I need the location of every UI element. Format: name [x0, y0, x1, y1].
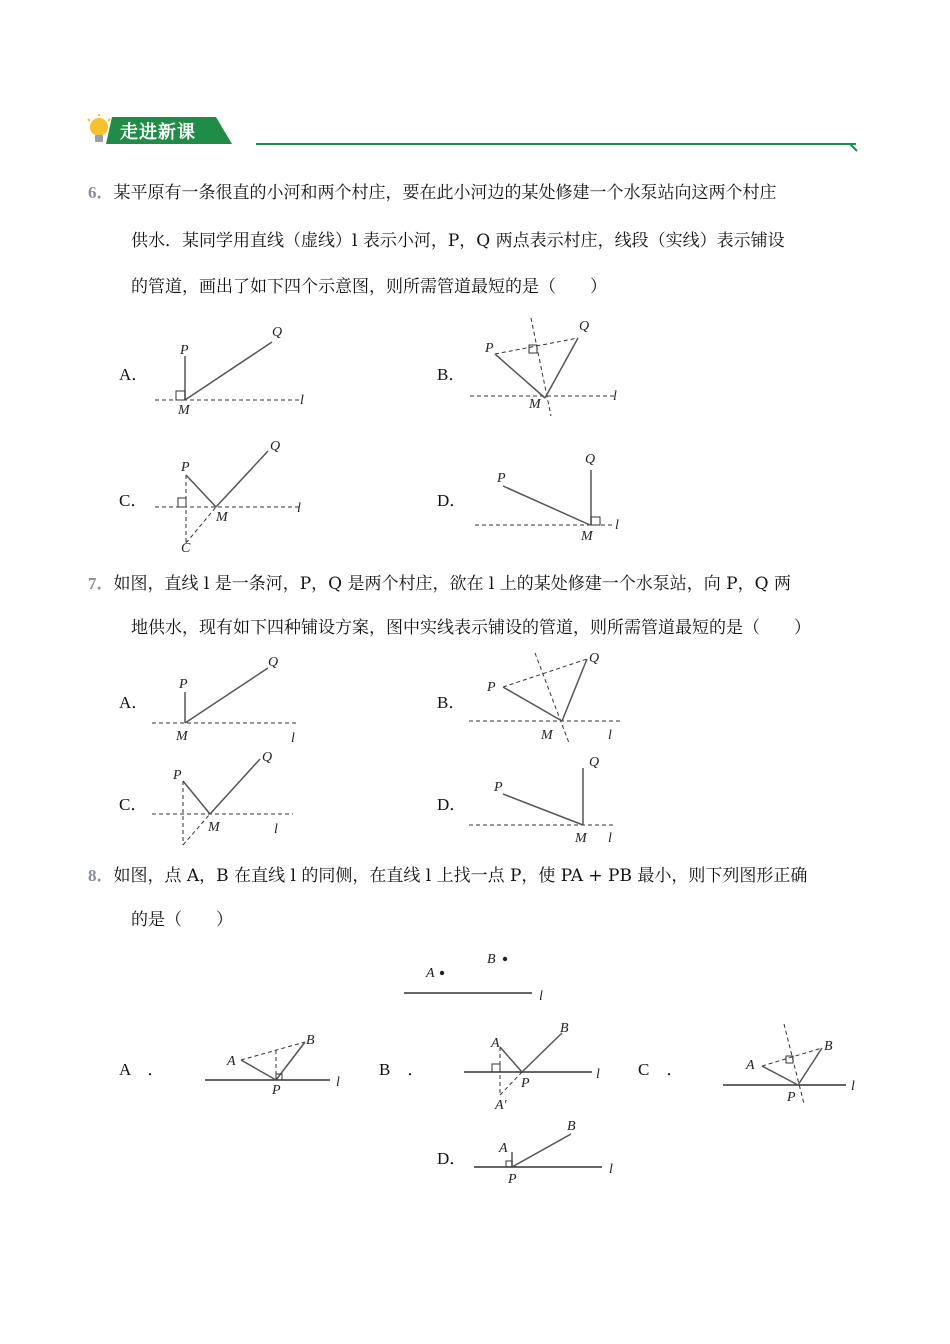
q7-figure-a — [148, 650, 318, 745]
q6-figure-a — [150, 318, 320, 418]
svg-text:Q: Q — [262, 750, 273, 765]
svg-text:A: A — [426, 966, 435, 981]
svg-text:A: A — [491, 1036, 500, 1051]
svg-text:P: P — [272, 1083, 281, 1098]
svg-text:P: P — [494, 780, 503, 795]
svg-text:l: l — [297, 501, 301, 516]
svg-text:P: P — [487, 680, 496, 695]
svg-text:l: l — [851, 1079, 855, 1094]
svg-text:Q: Q — [589, 755, 600, 770]
q6-line2: 供水．某同学用直线（虚线）l 表示小河，P，Q 两点表示村庄，线段（实线）表示铺设 — [131, 231, 785, 251]
svg-text:B: B — [487, 952, 496, 967]
svg-text:M: M — [208, 820, 220, 835]
svg-text:M: M — [529, 397, 541, 412]
svg-text:l: l — [336, 1075, 340, 1090]
svg-text:B: B — [567, 1119, 576, 1134]
svg-text:A′: A′ — [495, 1098, 507, 1113]
q7-option-d[interactable]: D． — [437, 795, 467, 814]
q8-figure-d — [470, 1112, 630, 1192]
svg-text:l: l — [608, 728, 612, 743]
q7-figure-c — [148, 745, 318, 850]
svg-text:P: P — [497, 471, 506, 486]
q7-line1: 7．如图，直线 l 是一条河，P，Q 是两个村庄，欲在 l 上的某处修建一个水泵站，向 P，Q 两 — [88, 574, 791, 594]
q8-option-a[interactable]: A ． — [119, 1060, 165, 1079]
q8-figure-b — [460, 1015, 620, 1115]
q7-option-c[interactable]: C． — [119, 795, 148, 814]
q8-line1: 8．如图，点 A，B 在直线 l 的同侧，在直线 l 上找一点 P，使 PA + PB 最小，则下列图形正确 — [88, 866, 808, 886]
section-header — [86, 113, 866, 158]
svg-text:B: B — [306, 1033, 315, 1048]
svg-text:P: P — [179, 677, 188, 692]
svg-text:l: l — [300, 393, 304, 408]
svg-text:A: A — [746, 1058, 755, 1073]
q6-line3: 的管道，画出了如下四个示意图，则所需管道最短的是（ ） — [131, 277, 607, 297]
svg-text:P: P — [181, 460, 190, 475]
svg-text:M: M — [575, 831, 587, 846]
q6-option-d[interactable]: D． — [437, 491, 467, 510]
header-rule — [256, 143, 856, 145]
svg-text:B: B — [824, 1039, 833, 1054]
q6-line1: 6．某平原有一条很直的小河和两个村庄，要在此小河边的某处修建一个水泵站向这两个村庄 — [88, 183, 777, 203]
svg-text:l: l — [291, 731, 295, 745]
header-rule-end — [849, 143, 861, 155]
svg-text:M: M — [176, 729, 188, 744]
q7-figure-d — [465, 748, 635, 848]
q7-figure-b — [465, 645, 635, 745]
svg-text:M: M — [581, 529, 593, 544]
q6-option-a[interactable]: A． — [119, 365, 149, 384]
svg-text:A: A — [227, 1054, 236, 1069]
svg-text:P: P — [787, 1090, 796, 1105]
svg-text:B: B — [560, 1021, 569, 1036]
svg-text:M: M — [216, 510, 228, 525]
svg-text:l: l — [613, 389, 617, 404]
svg-text:P: P — [521, 1076, 530, 1091]
svg-text:P: P — [180, 343, 189, 358]
svg-text:M: M — [178, 403, 190, 418]
svg-text:A: A — [499, 1141, 508, 1156]
q6-figure-c — [150, 435, 320, 560]
q8-option-d[interactable]: D． — [437, 1149, 467, 1168]
q6-figure-b — [465, 312, 635, 417]
svg-text:l: l — [609, 1162, 613, 1177]
svg-text:Q: Q — [270, 439, 281, 454]
q6-option-c[interactable]: C． — [119, 491, 148, 510]
q8-figure-a — [198, 1020, 358, 1105]
svg-text:Q: Q — [585, 452, 596, 467]
q8-figure-c — [718, 1018, 878, 1113]
svg-text:l: l — [539, 989, 543, 1004]
svg-text:M: M — [541, 728, 553, 743]
q7-line2: 地供水，现有如下四种铺设方案，图中实线表示铺设的管道，则所需管道最短的是（ ） — [131, 618, 811, 638]
q8-option-b[interactable]: B ． — [379, 1060, 425, 1079]
q7-option-a[interactable]: A． — [119, 693, 149, 712]
q8-option-c[interactable]: C ． — [638, 1060, 684, 1079]
svg-text:C: C — [181, 541, 191, 556]
svg-text:Q: Q — [268, 655, 279, 670]
q6-option-b[interactable]: B． — [437, 365, 466, 384]
section-title: 走进新课 — [120, 122, 196, 143]
svg-text:Q: Q — [589, 651, 600, 666]
svg-text:P: P — [508, 1172, 517, 1187]
q8-line2: 的是（ ） — [131, 910, 233, 930]
svg-text:l: l — [596, 1067, 600, 1082]
q6-figure-d — [465, 444, 635, 546]
svg-text:P: P — [485, 341, 494, 356]
svg-text:l: l — [615, 518, 619, 533]
q8-main-figure — [398, 945, 558, 1005]
svg-text:Q: Q — [272, 325, 283, 340]
q7-option-b[interactable]: B． — [437, 693, 466, 712]
svg-text:Q: Q — [579, 319, 590, 334]
svg-text:l: l — [608, 831, 612, 846]
svg-text:P: P — [173, 768, 182, 783]
svg-text:l: l — [274, 822, 278, 837]
